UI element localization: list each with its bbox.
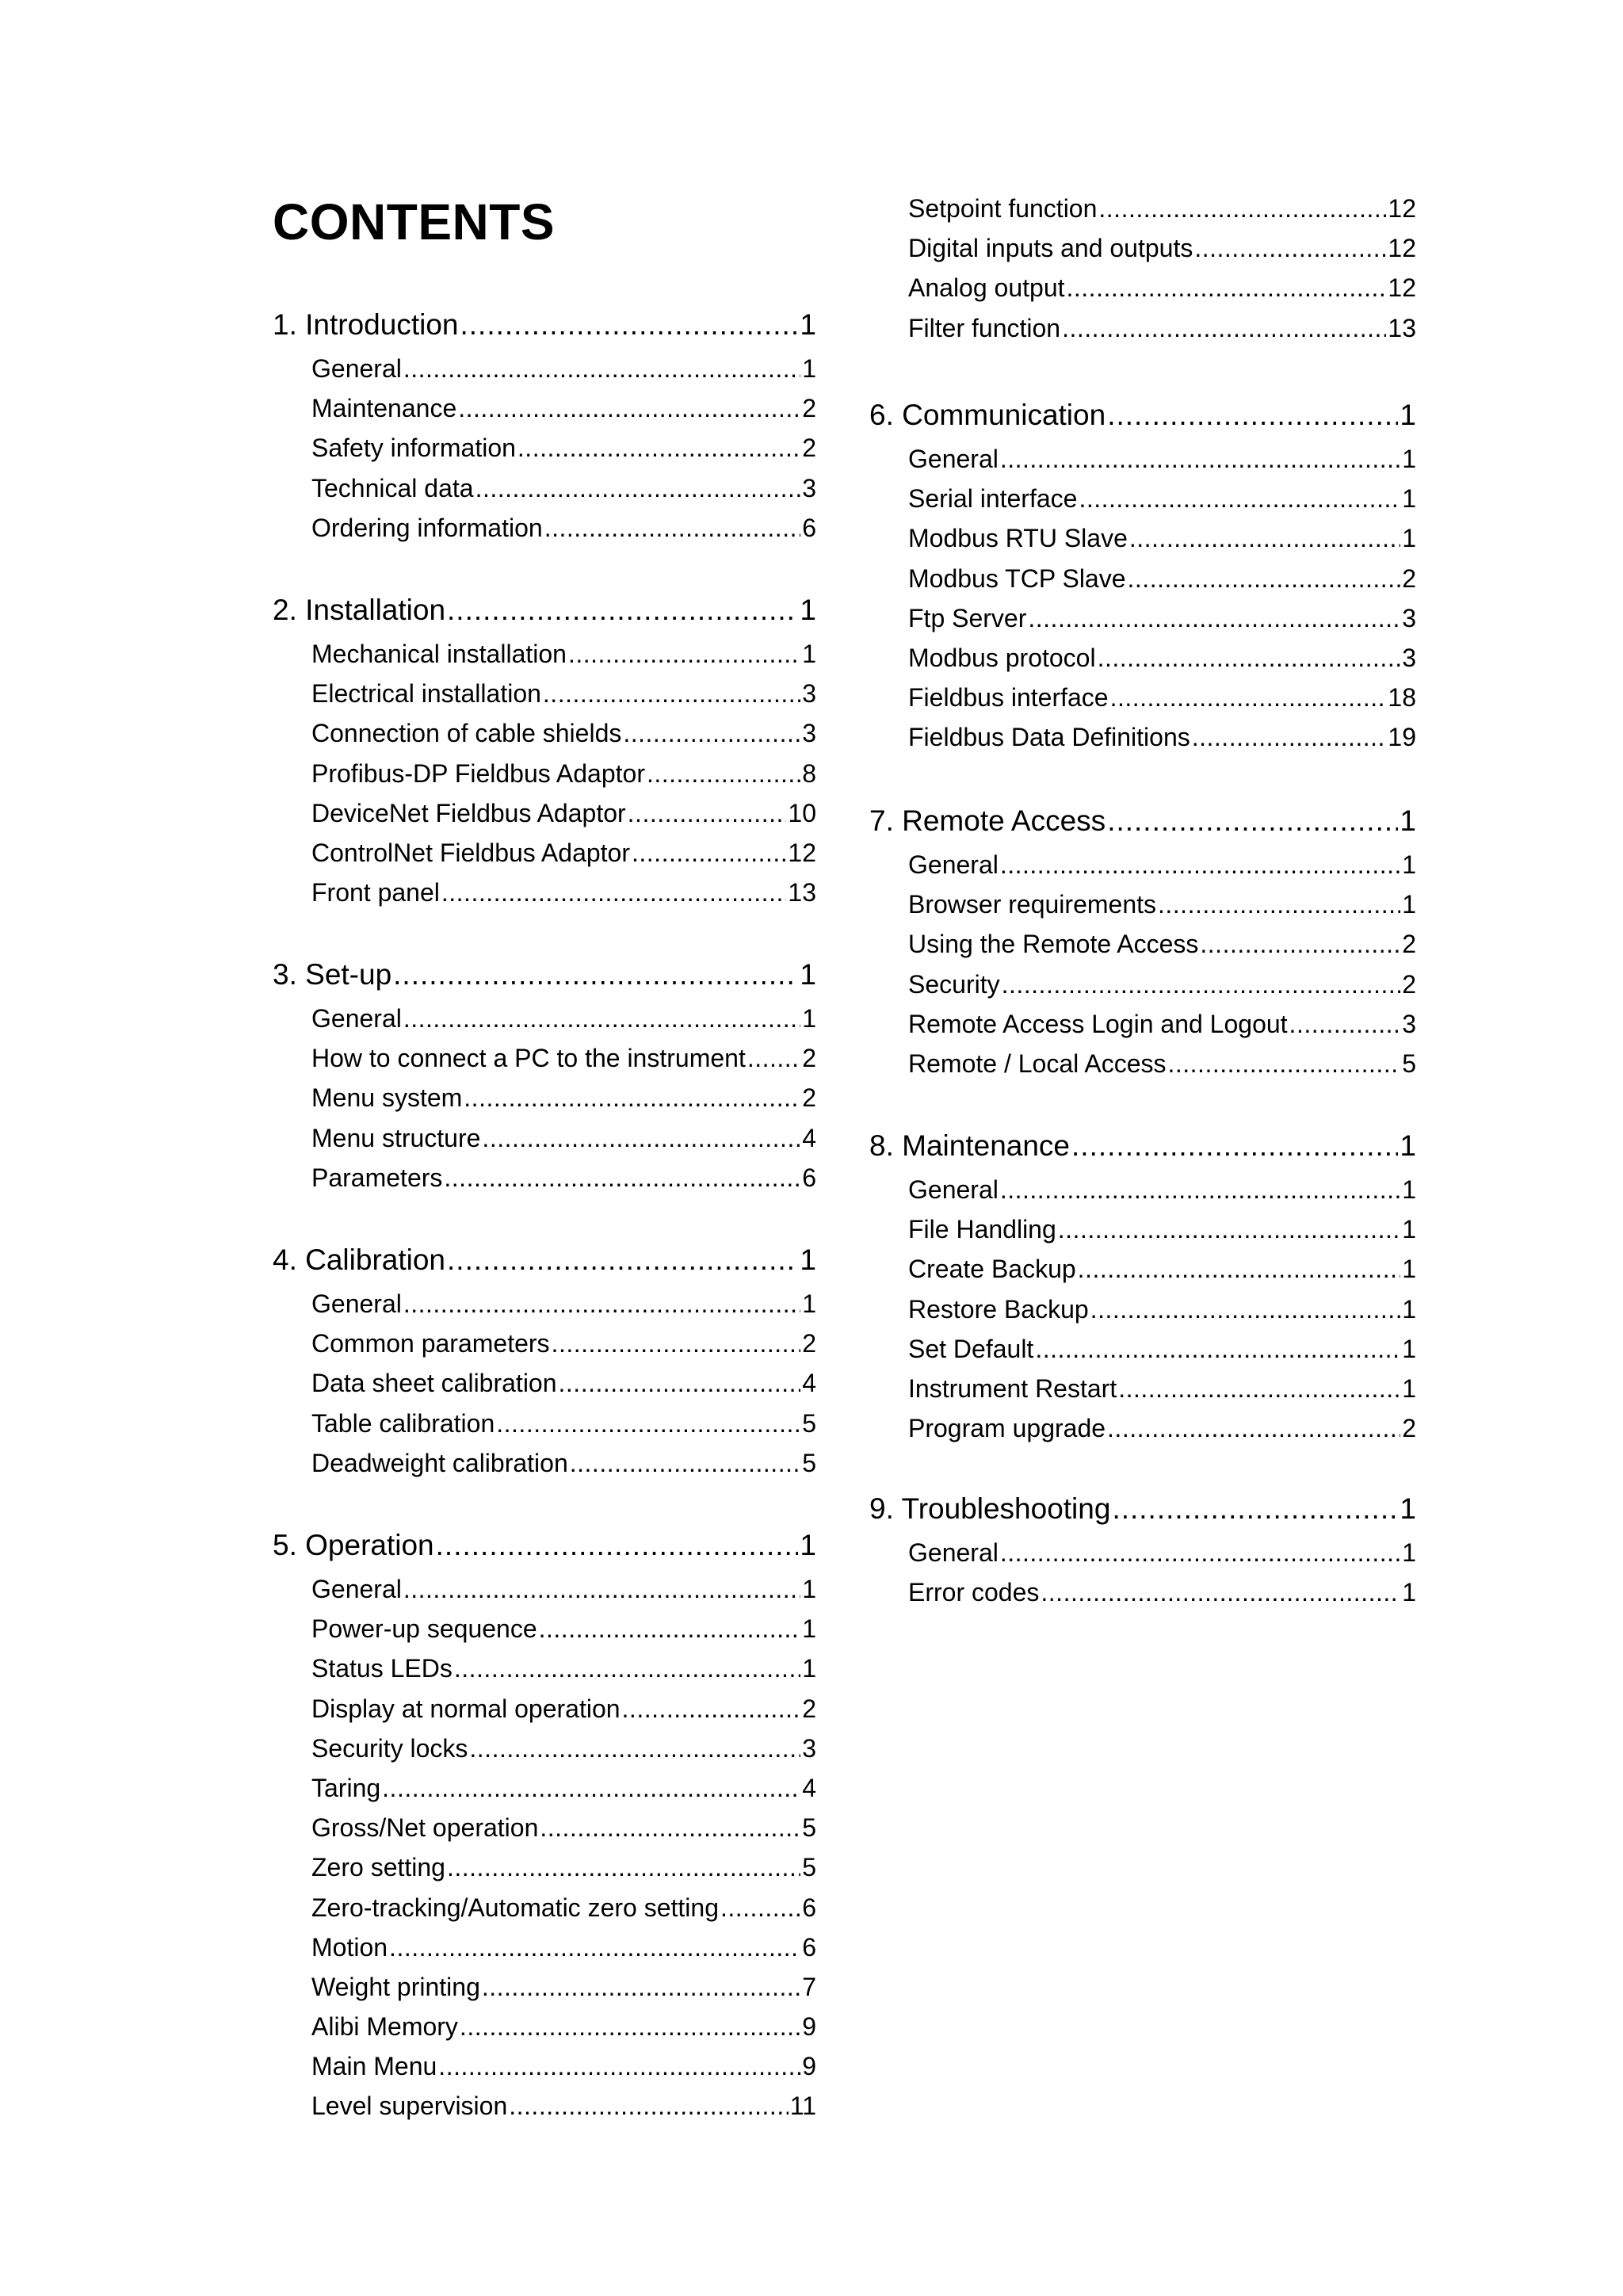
toc-item-common-parameters[interactable]: [273, 1324, 816, 1363]
toc-chapter-maintenance[interactable]: [869, 1122, 1416, 1170]
toc-entry-label: Table calibration: [311, 1408, 495, 1438]
toc-item-zero-setting[interactable]: [273, 1847, 816, 1887]
toc-item-general[interactable]: [869, 845, 1416, 884]
toc-item-general[interactable]: [869, 1533, 1416, 1572]
toc-item-general[interactable]: [869, 1170, 1416, 1209]
toc-entry-label: Main Menu: [311, 2052, 437, 2081]
dot-leader: [1000, 439, 1400, 479]
toc-entry-page-number: 6: [802, 1163, 816, 1192]
toc-entry-page-number: 1: [1402, 524, 1416, 553]
toc-chapter-introduction[interactable]: [273, 301, 816, 349]
toc-entry-page-number: 1: [1402, 1578, 1416, 1607]
toc-item-digital-inputs-and-outputs[interactable]: [869, 228, 1416, 268]
dot-leader: [517, 428, 800, 468]
toc-entry-label: File Handling: [908, 1215, 1056, 1244]
toc-entry-label: Weight printing: [311, 1972, 480, 2001]
toc-entry-label: Modbus TCP Slave: [908, 563, 1126, 593]
toc-item-front-panel[interactable]: [273, 873, 816, 912]
toc-entry-label: Zero-tracking/Automatic zero setting: [311, 1893, 719, 1922]
toc-item-general[interactable]: [273, 1569, 816, 1609]
toc-item-connection-of-cable-shields[interactable]: [273, 713, 816, 753]
toc-item-profibus-dp-fieldbus-adaptor[interactable]: [273, 754, 816, 793]
dot-leader: [441, 873, 787, 912]
dot-leader: [496, 1404, 800, 1443]
toc-item-power-up-sequence[interactable]: [273, 1609, 816, 1648]
toc-entry-label: 1. Introduction: [273, 308, 459, 341]
dot-leader: [1167, 1044, 1400, 1083]
toc-item-alibi-memory[interactable]: [273, 2007, 816, 2046]
dot-leader: [458, 388, 800, 428]
toc-item-weight-printing[interactable]: [273, 1967, 816, 2007]
toc-item-level-supervision[interactable]: [273, 2086, 816, 2126]
toc-entry-label: Ordering information: [311, 513, 543, 542]
toc-entry-page-number: 1: [1400, 1129, 1416, 1162]
toc-entry-page-number: 1: [800, 1529, 816, 1561]
dot-leader: [475, 468, 801, 508]
toc-entry-label: 3. Set-up: [273, 958, 392, 991]
toc-item-ordering-information[interactable]: [273, 508, 816, 548]
dot-leader: [393, 951, 798, 999]
toc-entry-page-number: 9: [802, 2012, 816, 2042]
toc-item-create-backup[interactable]: [869, 1249, 1416, 1289]
toc-entry-label: General: [311, 1289, 402, 1318]
dot-leader: [1071, 1122, 1398, 1170]
dot-leader: [469, 1729, 800, 1768]
toc-item-browser-requirements[interactable]: [869, 884, 1416, 924]
toc-item-error-codes[interactable]: [869, 1572, 1416, 1612]
toc-entry-label: Program upgrade: [908, 1414, 1106, 1443]
toc-entry-page-number: 1: [802, 1575, 816, 1603]
toc-entry-label: Fieldbus Data Definitions: [908, 723, 1190, 752]
dot-leader: [1000, 1533, 1400, 1572]
dot-leader: [403, 999, 800, 1038]
dot-leader: [543, 674, 800, 713]
toc-item-using-the-remote-access[interactable]: [869, 924, 1416, 964]
toc-entry-page-number: 2: [802, 1044, 816, 1073]
toc-item-filter-function[interactable]: [869, 308, 1416, 348]
dot-leader: [1107, 1408, 1400, 1448]
toc-entry-page-number: 1: [800, 308, 816, 341]
toc-chapter-calibration[interactable]: [273, 1236, 816, 1284]
toc-entry-page-number: 1: [1400, 399, 1416, 431]
toc-entry-label: Setpoint function: [908, 194, 1098, 223]
toc-entry-label: Safety information: [311, 434, 516, 463]
toc-entry-page-number: 10: [788, 798, 816, 827]
toc-entry-label: Using the Remote Access: [908, 930, 1199, 959]
dot-leader: [632, 833, 786, 873]
dot-leader: [544, 508, 801, 548]
toc-entry-label: Remote Access Login and Logout: [908, 1009, 1288, 1038]
toc-item-parameters[interactable]: [273, 1158, 816, 1198]
dot-leader: [623, 713, 800, 753]
dot-leader: [1058, 1209, 1400, 1249]
dot-leader: [539, 1609, 801, 1648]
dot-leader: [1158, 884, 1400, 924]
toc-entry-label: Taring: [311, 1773, 381, 1802]
toc-entry-page-number: 12: [788, 838, 816, 867]
dot-leader: [1192, 717, 1387, 757]
toc-section-set-up: [273, 951, 816, 1198]
toc-item-mechanical-installation[interactable]: [273, 634, 816, 674]
dot-leader: [482, 1118, 800, 1158]
toc-entry-label: Electrical installation: [311, 679, 541, 709]
toc-item-ftp-server[interactable]: [869, 598, 1416, 638]
toc-entry-page-number: 1: [800, 594, 816, 626]
toc-entry-label: General: [311, 1004, 402, 1033]
toc-entry-page-number: 1: [1402, 1215, 1416, 1244]
toc-entry-page-number: 1: [800, 1244, 816, 1276]
dot-leader: [454, 1648, 800, 1688]
toc-item-technical-data[interactable]: [273, 468, 816, 508]
dot-leader: [460, 301, 798, 349]
toc-item-table-calibration[interactable]: [273, 1404, 816, 1443]
toc-entry-page-number: 3: [802, 679, 816, 709]
dot-leader: [647, 754, 800, 793]
toc-entry-page-number: 6: [802, 513, 816, 542]
toc-item-fieldbus-interface[interactable]: [869, 678, 1416, 717]
toc-entry-label: Technical data: [311, 473, 474, 502]
dot-leader: [1194, 228, 1386, 268]
toc-entry-label: 8. Maintenance: [869, 1129, 1071, 1162]
dot-leader: [1079, 479, 1400, 518]
toc-entry-page-number: 2: [802, 434, 816, 463]
toc-entry-page-number: 5: [802, 1853, 816, 1882]
toc-entry-page-number: 1: [1402, 890, 1416, 919]
toc-entry-label: Status LEDs: [311, 1654, 453, 1683]
dot-leader: [1289, 1004, 1401, 1044]
dot-leader: [720, 1888, 800, 1927]
toc-entry-label: Power-up sequence: [311, 1614, 537, 1644]
toc-item-motion[interactable]: [273, 1927, 816, 1967]
dot-leader: [1110, 678, 1387, 717]
toc-entry-label: Front panel: [311, 878, 440, 907]
dot-leader: [1200, 924, 1400, 964]
toc-entry-label: Security: [908, 969, 1000, 999]
toc-entry-page-number: 13: [788, 878, 816, 907]
toc-item-general[interactable]: [869, 439, 1416, 479]
page-title: CONTENTS: [273, 193, 555, 250]
toc-entry-page-number: 18: [1388, 683, 1416, 712]
toc-entry-page-number: 3: [1402, 603, 1416, 632]
toc-entry-page-number: 2: [1402, 1414, 1416, 1443]
toc-entry-label: Menu system: [311, 1083, 463, 1113]
dot-leader: [1128, 559, 1401, 598]
toc-item-instrument-restart[interactable]: [869, 1369, 1416, 1408]
toc-entry-page-number: 1: [802, 354, 816, 383]
toc-entry-label: Modbus protocol: [908, 643, 1096, 672]
toc-entry-label: Profibus-DP Fieldbus Adaptor: [311, 758, 645, 788]
toc-entry-label: Analog output: [908, 273, 1065, 303]
toc-entry-page-number: 5: [1402, 1049, 1416, 1078]
toc-entry-label: Maintenance: [311, 394, 457, 423]
toc-item-modbus-tcp-slave[interactable]: [869, 559, 1416, 598]
toc-section-calibration: [273, 1236, 816, 1483]
toc-entry-label: 6. Communication: [869, 399, 1106, 431]
toc-entry-label: Ftp Server: [908, 603, 1027, 632]
toc-item-zero-tracking-automatic-zero-setting[interactable]: [273, 1888, 816, 1927]
toc-entry-page-number: 6: [802, 1893, 816, 1922]
dot-leader: [460, 2007, 800, 2046]
toc-entry-page-number: 2: [802, 1329, 816, 1358]
toc-section-installation: [273, 586, 816, 912]
dot-leader: [1035, 1329, 1400, 1369]
dot-leader: [1078, 1249, 1401, 1289]
toc-entry-label: Menu structure: [311, 1123, 481, 1152]
toc-item-gross-net-operation[interactable]: [273, 1808, 816, 1847]
dot-leader: [1090, 1289, 1401, 1329]
toc-entry-page-number: 2: [1402, 930, 1416, 959]
dot-leader: [509, 2086, 789, 2126]
toc-item-main-menu[interactable]: [273, 2046, 816, 2086]
toc-entry-label: Create Backup: [908, 1255, 1076, 1284]
toc-item-taring[interactable]: [273, 1768, 816, 1808]
toc-entry-page-number: 1: [1402, 1255, 1416, 1284]
dot-leader: [1002, 965, 1401, 1004]
toc-chapter-remote-access[interactable]: [869, 797, 1416, 845]
toc-entry-page-number: 6: [802, 1932, 816, 1962]
toc-entry-page-number: 2: [1402, 563, 1416, 593]
toc-item-modbus-protocol[interactable]: [869, 638, 1416, 678]
toc-item-how-to-connect-a-pc-to-the-instrument[interactable]: [273, 1038, 816, 1078]
toc-entry-label: 9. Troubleshooting: [869, 1492, 1111, 1525]
toc-entry-page-number: 13: [1388, 313, 1416, 342]
toc-entry-label: General: [908, 445, 999, 473]
toc-entry-page-number: 19: [1388, 723, 1416, 752]
dot-leader: [403, 349, 800, 388]
toc-entry-page-number: 1: [1400, 804, 1416, 837]
toc-entry-label: ControlNet Fieldbus Adaptor: [311, 838, 630, 867]
toc-entry-label: Modbus RTU Slave: [908, 524, 1128, 553]
toc-entry-label: Zero setting: [311, 1853, 445, 1882]
dot-leader: [628, 793, 787, 833]
toc-entry-page-number: 11: [789, 2092, 816, 2121]
dot-leader: [382, 1768, 800, 1808]
toc-entry-page-number: 2: [802, 394, 816, 423]
toc-entry-page-number: 5: [802, 1448, 816, 1477]
dot-leader: [447, 1847, 800, 1887]
toc-entry-label: General: [311, 354, 402, 383]
toc-item-display-at-normal-operation[interactable]: [273, 1689, 816, 1729]
toc-item-electrical-installation[interactable]: [273, 674, 816, 713]
toc-item-status-leds[interactable]: [273, 1648, 816, 1688]
dot-leader: [1000, 1170, 1400, 1209]
toc-entry-label: Motion: [311, 1932, 388, 1962]
toc-entry-page-number: 12: [1388, 194, 1416, 223]
toc-entry-label: Error codes: [908, 1578, 1040, 1607]
toc-item-maintenance[interactable]: [273, 388, 816, 428]
toc-item-deadweight-calibration[interactable]: [273, 1443, 816, 1483]
toc-section-troubleshooting: [869, 1485, 1416, 1612]
toc-item-devicenet-fieldbus-adaptor[interactable]: [273, 793, 816, 833]
toc-chapter-communication[interactable]: [869, 392, 1416, 439]
toc-entry-page-number: 1: [1400, 1492, 1416, 1525]
toc-entry-label: Level supervision: [311, 2092, 508, 2121]
toc-section-introduction: [273, 301, 816, 548]
toc-entry-label: DeviceNet Fieldbus Adaptor: [311, 798, 626, 827]
toc-entry-label: How to connect a PC to the instrument: [311, 1044, 746, 1073]
toc-item-file-handling[interactable]: [869, 1209, 1416, 1249]
toc-entry-label: Display at normal operation: [311, 1694, 621, 1723]
toc-entry-page-number: 1: [1402, 484, 1416, 514]
toc-entry-page-number: 3: [1402, 1009, 1416, 1038]
dot-leader: [568, 634, 800, 674]
dot-leader: [747, 1038, 800, 1078]
dot-leader: [1107, 392, 1398, 439]
dot-leader: [1062, 308, 1386, 348]
dot-leader: [403, 1284, 800, 1324]
toc-entry-page-number: 1: [1402, 1334, 1416, 1363]
dot-leader: [1112, 1485, 1398, 1533]
toc-entry-label: Parameters: [311, 1163, 443, 1192]
dot-leader: [1028, 598, 1400, 638]
toc-entry-label: Serial interface: [908, 484, 1078, 514]
toc-item-safety-information[interactable]: [273, 428, 816, 468]
toc-entry-label: General: [908, 1538, 999, 1567]
toc-entry-page-number: 3: [802, 719, 816, 748]
toc-entry-page-number: 1: [1402, 1175, 1416, 1204]
toc-entry-label: 2. Installation: [273, 594, 446, 626]
toc-entry-label: Security locks: [311, 1733, 468, 1763]
toc-entry-page-number: 4: [802, 1369, 816, 1398]
dot-leader: [570, 1443, 800, 1483]
toc-item-remote-access-login-and-logout[interactable]: [869, 1004, 1416, 1044]
toc-entry-label: General: [908, 850, 999, 879]
dot-leader: [447, 586, 798, 634]
toc-entry-label: Fieldbus interface: [908, 683, 1109, 712]
toc-entry-label: 4. Calibration: [273, 1244, 446, 1276]
toc-entry-page-number: 12: [1388, 234, 1416, 263]
toc-entry-page-number: 9: [802, 2052, 816, 2081]
toc-item-fieldbus-data-definitions[interactable]: [869, 717, 1416, 757]
dot-leader: [1098, 189, 1386, 228]
dot-leader: [438, 2046, 800, 2086]
toc-entry-page-number: 4: [802, 1123, 816, 1152]
toc-item-analog-output[interactable]: [869, 268, 1416, 308]
toc-item-program-upgrade[interactable]: [869, 1408, 1416, 1448]
toc-entry-page-number: 1: [802, 1654, 816, 1683]
dot-leader: [1107, 797, 1398, 845]
dot-leader: [444, 1158, 800, 1198]
toc-entry-label: General: [311, 1575, 402, 1603]
toc-entry-page-number: 1: [1402, 445, 1416, 473]
toc-entry-label: Instrument Restart: [908, 1373, 1117, 1403]
toc-entry-page-number: 3: [1402, 643, 1416, 672]
toc-entry-label: Gross/Net operation: [311, 1813, 539, 1843]
toc-item-set-default[interactable]: [869, 1329, 1416, 1369]
toc-entry-page-number: 7: [802, 1972, 816, 2001]
toc-item-general[interactable]: [273, 349, 816, 388]
dot-leader: [482, 1967, 800, 2007]
toc-item-modbus-rtu-slave[interactable]: [869, 518, 1416, 558]
dot-leader: [464, 1078, 800, 1117]
dot-leader: [552, 1324, 801, 1363]
toc-item-remote-local-access[interactable]: [869, 1044, 1416, 1083]
toc-entry-label: Filter function: [908, 313, 1061, 342]
toc-entry-label: Restore Backup: [908, 1294, 1089, 1324]
dot-leader: [436, 1522, 799, 1569]
toc-item-menu-structure[interactable]: [273, 1118, 816, 1158]
toc-entry-page-number: 12: [1388, 273, 1416, 303]
dot-leader: [1118, 1369, 1400, 1408]
dot-leader: [1041, 1572, 1400, 1612]
toc-item-data-sheet-calibration[interactable]: [273, 1363, 816, 1403]
toc-entry-page-number: 1: [1402, 1538, 1416, 1567]
toc-item-serial-interface[interactable]: [869, 479, 1416, 518]
toc-entry-page-number: 1: [802, 1614, 816, 1644]
dot-leader: [1098, 638, 1401, 678]
toc-entry-page-number: 3: [802, 1733, 816, 1763]
toc-entry-label: Remote / Local Access: [908, 1049, 1167, 1078]
toc-entry-page-number: 1: [1402, 850, 1416, 879]
toc-entry-label: Common parameters: [311, 1329, 550, 1358]
toc-entry-page-number: 2: [802, 1083, 816, 1113]
toc-item-general[interactable]: [273, 1284, 816, 1324]
toc-chapter-set-up[interactable]: [273, 951, 816, 999]
toc-section-remote-access: [869, 797, 1416, 1083]
toc-item-security-locks[interactable]: [273, 1729, 816, 1768]
toc-entry-page-number: 5: [802, 1813, 816, 1843]
toc-entry-page-number: 1: [800, 958, 816, 991]
toc-item-security[interactable]: [869, 965, 1416, 1004]
dot-leader: [559, 1363, 801, 1403]
dot-leader: [389, 1927, 800, 1967]
toc-item-controlnet-fieldbus-adaptor[interactable]: [273, 833, 816, 873]
toc-entry-page-number: 2: [1402, 969, 1416, 999]
toc-entry-page-number: 8: [802, 758, 816, 788]
dot-leader: [622, 1689, 801, 1729]
toc-entry-label: Connection of cable shields: [311, 719, 622, 748]
toc-entry-page-number: 4: [802, 1773, 816, 1802]
toc-entry-page-number: 1: [802, 640, 816, 668]
toc-section-continued: [869, 189, 1416, 348]
toc-entry-page-number: 1: [1402, 1294, 1416, 1324]
toc-entry-label: 7. Remote Access: [869, 804, 1106, 837]
toc-chapter-operation[interactable]: [273, 1522, 816, 1569]
toc-item-menu-system[interactable]: [273, 1078, 816, 1117]
toc-entry-page-number: 1: [802, 1004, 816, 1033]
toc-entry-page-number: 5: [802, 1408, 816, 1438]
toc-entry-page-number: 1: [802, 1289, 816, 1318]
toc-entry-label: Data sheet calibration: [311, 1369, 557, 1398]
dot-leader: [1000, 845, 1400, 884]
toc-chapter-troubleshooting[interactable]: [869, 1485, 1416, 1533]
toc-entry-label: 5. Operation: [273, 1529, 434, 1561]
toc-entry-label: General: [908, 1175, 999, 1204]
toc-section-communication: [869, 392, 1416, 758]
toc-entry-label: Digital inputs and outputs: [908, 234, 1193, 263]
dot-leader: [1129, 518, 1400, 558]
toc-item-setpoint-function[interactable]: [869, 189, 1416, 228]
toc-entry-label: Set Default: [908, 1334, 1034, 1363]
toc-entry-page-number: 2: [802, 1694, 816, 1723]
toc-entry-label: Browser requirements: [908, 890, 1156, 919]
toc-entry-page-number: 1: [1402, 1373, 1416, 1403]
toc-entry-label: Deadweight calibration: [311, 1448, 568, 1477]
toc-chapter-installation[interactable]: [273, 586, 816, 634]
toc-item-restore-backup[interactable]: [869, 1289, 1416, 1329]
dot-leader: [1067, 268, 1387, 308]
toc-item-general[interactable]: [273, 999, 816, 1038]
toc-section-operation: [273, 1522, 816, 2126]
toc-entry-page-number: 3: [802, 473, 816, 502]
dot-leader: [403, 1569, 800, 1609]
toc-section-maintenance: [869, 1122, 1416, 1448]
toc-entry-label: Mechanical installation: [311, 640, 567, 668]
dot-leader: [447, 1236, 798, 1284]
toc-entry-label: Alibi Memory: [311, 2012, 458, 2042]
dot-leader: [540, 1808, 800, 1847]
